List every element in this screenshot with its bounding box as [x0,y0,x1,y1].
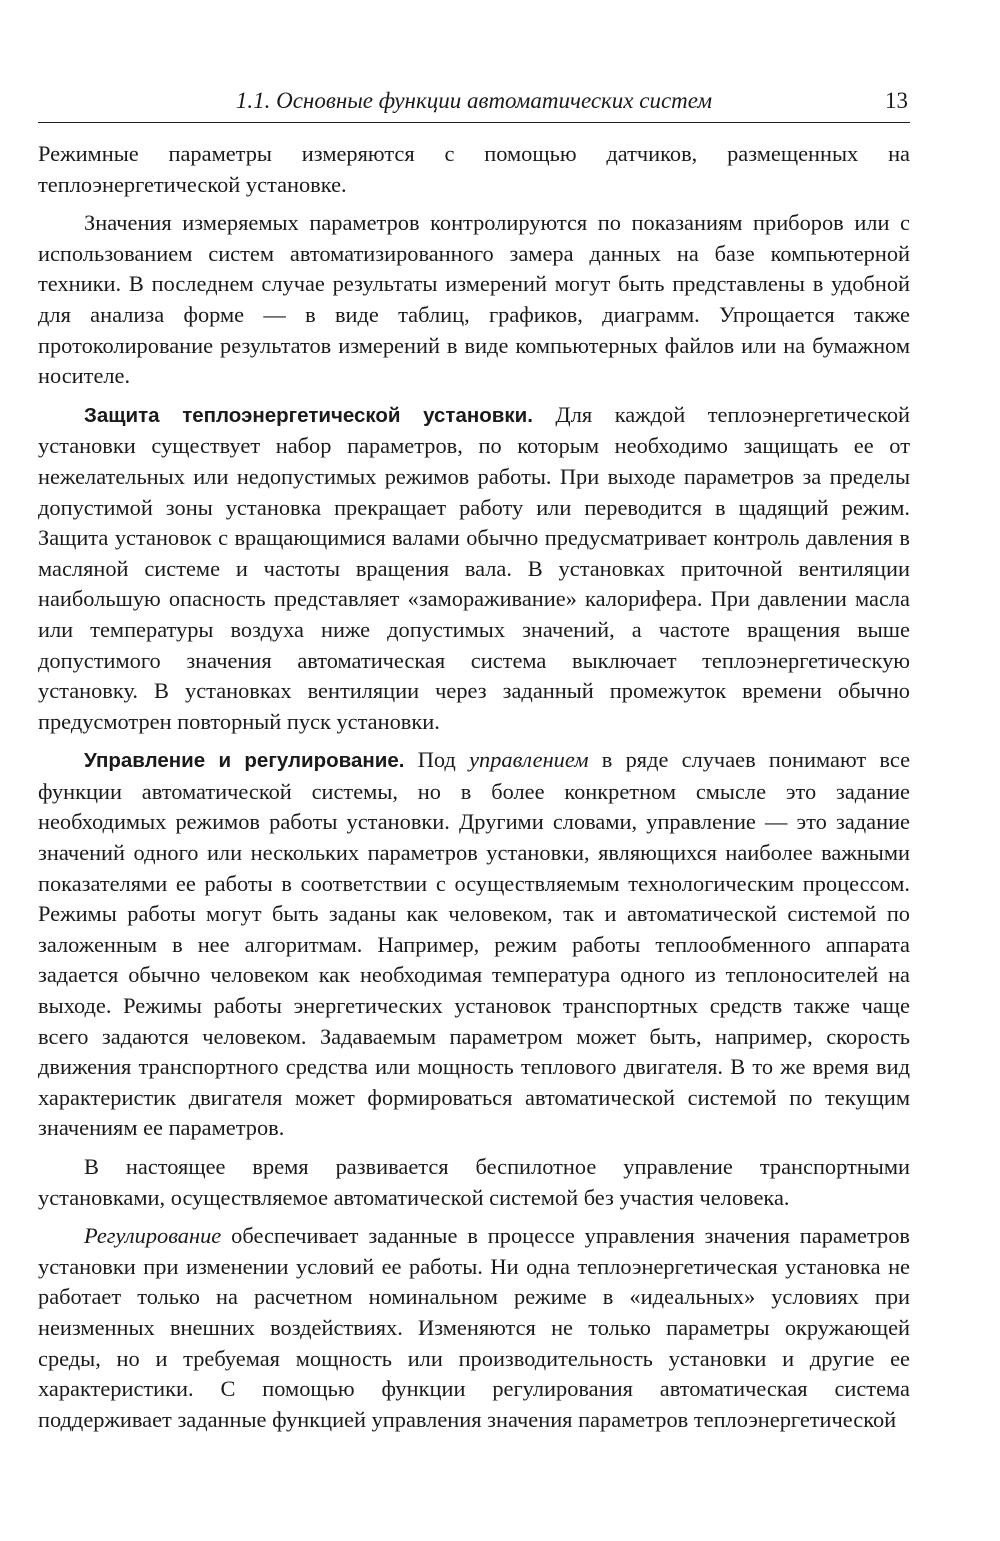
paragraph-control [38,745,910,1144]
paragraph-text: Под [404,747,470,773]
paragraph-text: Режимные параметры измеряются с помощью датчиков, размещенных на теплоэнергетической установке. [38,141,910,197]
paragraph-text: обеспечивает заданные в процессе управления значения параметров установки при изменении условий ее работы. Ни одна теплоэнергетическая установка не работает только на расчетном номинальном режиме в «идеальных» условиях при неизменных внешних воздействиях. Изменяются не только параметры окружающей среды, но и требуемая мощность или производительность установки и другие ее характеристики. С помощью функции регулирования автоматическая система поддерживает заданные функцией управления значения параметров теплоэнергетической [38,1223,910,1432]
paragraph-text: В настоящее время развивается беспилотное управление транспортными установками, осуществляемое автоматической системой без участия человека. [38,1154,910,1210]
paragraph-monitoring [38,208,910,392]
paragraph-text: в ряде случаев понимают все функции автоматической системы, но в более конкретном смысле это задание необходимых режимов работы установки. Другими словами, управление — это задание значений одного или нескольких параметров установки, являющихся наиболее важными показателями ее работы в соответствии с осуществляемым технологическим процессом. Режимы работы могут быть заданы как человеком, так и автоматической системой по заложенным в нее алгоритмам. Например, режим работы теплообменного аппарата задается обычно человеком как необходимая температура одного из теплоносителей на выходе. Режимы работы энергетических установок транспортных средств также чаще всего задаются человеком. Задаваемым параметром может быть, например, скорость движения транспортного средства или мощность теплового двигателя. В то же время вид характеристик двигателя может формироваться автоматической системой по текущим значениям ее параметров. [38,747,911,1141]
paragraph-regulation [38,1221,910,1435]
running-header [38,84,910,123]
book-page [38,84,910,1435]
paragraph-heading-protection: Защита теплоэнергетической установки. [84,403,533,427]
paragraph-measurement [38,139,910,200]
paragraph-protection [38,400,910,738]
running-header-title: 1.1. Основные функции автоматических систем [235,88,713,113]
term-control: управлением [469,747,589,773]
term-regulation: Регулирование [84,1223,222,1249]
paragraph-heading-control: Управление и регулирование. [84,749,405,773]
paragraph-text: Значения измеряемых параметров контролируются по показаниям приборов или с использованием систем автоматизированного замера данных на базе компьютерной техники. В последнем случае результаты измерений могут быть представлены в удобной для анализа форме — в виде таблиц, графиков, диаграмм. Упрощается также протоколирование результатов измерений в виде компьютерных файлов или на бумажном носителе. [38,210,910,389]
page-number: 13 [885,88,908,113]
paragraph-unmanned [38,1152,910,1213]
page-body [38,139,910,1435]
paragraph-text: Для каждой теплоэнергетической установки существует набор параметров, по которым необходимо защищать ее от нежелательных или недопустимых режимов работы. При выходе параметров за пределы допустимой зоны установка прекращает работу или переводится в щадящий режим. Защита установок с вращающимися валами обычно предусматривает контроль давления в масляной системе и частоты вращения вала. В установках приточной вентиляции наибольшую опасность представляет «замораживание» калорифера. При давлении масла или температуры воздуха ниже допустимых значений, а частоте вращения выше допустимого значения автоматическая система выключает теплоэнергетическую установку. В установках вентиляции через заданный промежуток времени обычно предусмотрен повторный пуск установки. [38,401,910,734]
